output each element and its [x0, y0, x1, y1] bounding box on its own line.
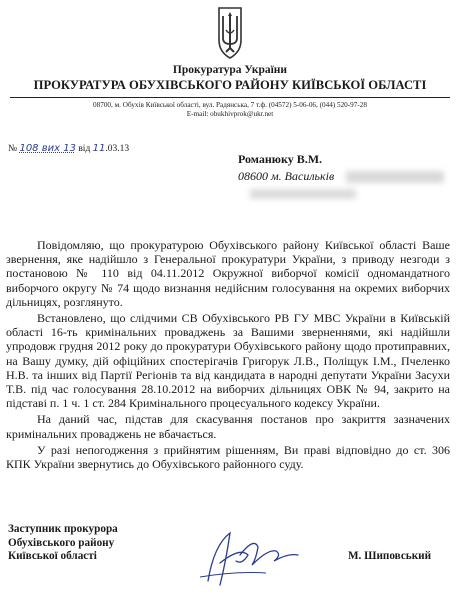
signatory-name: М. Шиповський — [348, 550, 432, 562]
signatory-position: Заступник прокурора — [8, 523, 118, 535]
date-from-label: від — [78, 144, 91, 154]
district-prosecutor-heading: ПРОКУРАТУРА ОБУХІВСЬКОГО РАЙОНУ КИЇВСЬКОЇ ОБЛАСТІ — [33, 78, 427, 92]
handwritten-outgoing-number: 108 вих 13 — [19, 143, 76, 154]
signatory-title — [8, 523, 118, 564]
body-paragraph: Повідомляю, що прокуратурою Обухівського району Київської області Ваше звернення, яке надійшло з Генеральної прокуратури України, з приводу незгоди з постановою № 110 від 04.11.2012 Окружної виборчої комісії одномандатного виборчого округу № 74 щодо визнання недійсним голосування на окремих виборчих дільницях, розглянуто. — [6, 238, 450, 309]
email-line: Е-mail: obukhivprok@ukr.net — [186, 110, 274, 118]
redacted-street — [346, 171, 444, 183]
signatory-region: Київської області — [8, 550, 97, 563]
recipient-block — [238, 152, 334, 184]
trident-coat-of-arms-icon — [216, 4, 244, 60]
handwritten-day: 11 — [92, 143, 106, 154]
redacted-address — [250, 189, 356, 199]
body-paragraph: На даний час, підстав для скасування постанов про закриття зазначених кримінальних проваджень не вбачається. — [6, 412, 450, 441]
signatory-district: Обухівського району — [8, 536, 115, 549]
outgoing-reference — [8, 143, 129, 154]
month-year: .03.13 — [105, 144, 130, 154]
handwritten-signature-icon — [196, 525, 306, 591]
contact-address — [0, 101, 460, 119]
header-divider — [10, 97, 450, 98]
prosecutor-general-heading: Прокуратура України — [172, 64, 288, 76]
recipient-city: 08600 м. Васильків — [238, 169, 335, 183]
number-sign: № — [8, 144, 18, 154]
letter-body — [6, 238, 450, 473]
recipient-name: Романюку В.М. — [238, 152, 323, 166]
address-line: 08700, м. Обухів Київської області, вул. Радянська, 7 т.ф. (04572) 5-06-06, (044) 520-97-28 — [93, 101, 367, 109]
body-paragraph: Встановлено, що слідчими СВ Обухівського РВ ГУ МВС України в Київській області 16-ть кримінальних проваджень за Вашими зверненнями, які надійшли упродовж грудня 2012 року до прокуратури Обухівського району щодо протиправних, на Вашу думку, дій офіційних спостерігачів Григорук Л.В., Поліщук І.М., Пчеленко Н.В. та інших від Партії Регіонів та від кандидата в народні депутати України Засухи Т.В. під час голосування 28.10.2012 на виборчих дільницях ОВК № 94, закрито на підставі п. 1 ч. 1 ст. 284 Кримінального процесуального кодексу України. — [6, 311, 450, 411]
body-paragraph: У разі непогодження з прийнятим рішенням, Ви праві відповідно до ст. 306 КПК України звернутись до Обухівського районного суду. — [6, 442, 450, 472]
